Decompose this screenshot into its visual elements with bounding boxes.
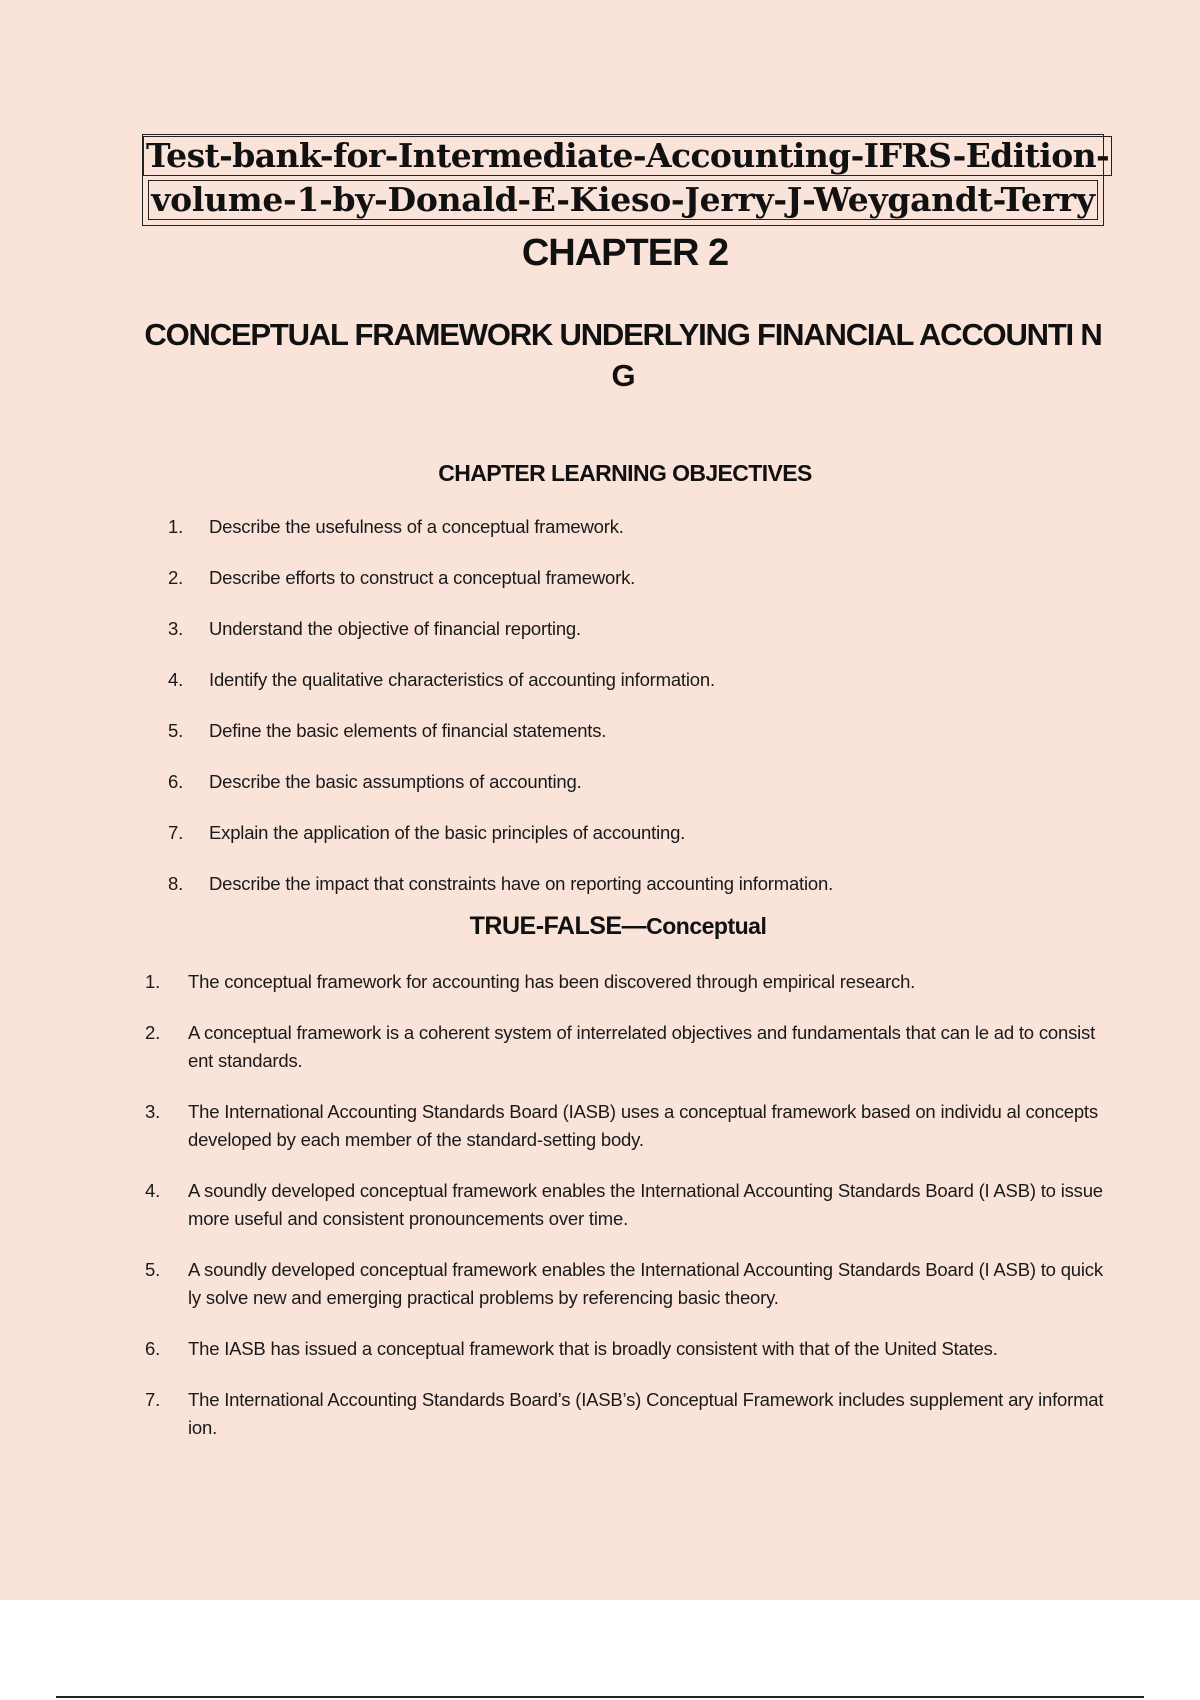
chapter-title: CONCEPTUAL FRAMEWORK UNDERLYING FINANCIAL ACCOUNTI NG (144, 317, 1102, 393)
objectives-list (160, 516, 833, 924)
true-false-heading-sub: Conceptual (646, 913, 767, 939)
question-number: 2. (145, 1022, 161, 1043)
objective-text: Describe the impact that constraints have on reporting accounting information. (209, 873, 834, 894)
question-number: 7. (145, 1389, 161, 1410)
objective-number: 7. (168, 822, 184, 843)
objective-number: 6. (168, 771, 184, 792)
question-text: The IASB has issued a conceptual framework that is broadly consistent with that of the United States. (188, 1338, 998, 1359)
footer-divider (56, 1696, 1144, 1698)
true-false-list (144, 968, 1104, 1465)
objective-item (160, 567, 833, 618)
question-number: 1. (145, 971, 161, 992)
true-false-item (144, 1335, 1104, 1363)
objective-text: Identify the qualitative characteristics of accounting information. (209, 669, 715, 690)
question-number: 6. (145, 1338, 161, 1359)
objective-text: Describe efforts to construct a conceptual framework. (209, 567, 636, 588)
question-text: A soundly developed conceptual framework enables the International Accounting Standards Board (I ASB) to issue more useful and consistent pronouncements over time. (188, 1180, 1103, 1229)
objective-text: Describe the basic assumptions of accounting. (209, 771, 582, 792)
true-false-item (144, 1256, 1104, 1312)
objective-text: Describe the usefulness of a conceptual framework. (209, 516, 624, 537)
objective-item (160, 516, 833, 567)
true-false-item (144, 1386, 1104, 1442)
objective-number: 3. (168, 618, 184, 639)
question-text: A soundly developed conceptual framework enables the International Accounting Standards Board (I ASB) to quickly solve new and emerging practical problems by referencing basic theory. (188, 1259, 1103, 1308)
objective-text: Understand the objective of financial reporting. (209, 618, 581, 639)
question-number: 4. (145, 1180, 161, 1201)
objective-text: Explain the application of the basic principles of accounting. (209, 822, 686, 843)
objective-number: 2. (168, 567, 184, 588)
objective-item (160, 618, 833, 669)
true-false-item (144, 968, 1104, 996)
document-title-line-1: Test-bank-for-Intermediate-Accounting-IFRS-Edition- (143, 136, 1112, 176)
objective-item (160, 669, 833, 720)
question-text: The International Accounting Standards Board’s (IASB’s) Conceptual Framework includes supplement ary information. (188, 1389, 1104, 1438)
true-false-heading (0, 912, 1200, 941)
question-text: A conceptual framework is a coherent system of interrelated objectives and fundamentals that can le ad to consistent standards. (188, 1022, 1096, 1071)
objective-number: 5. (168, 720, 184, 741)
objective-number: 1. (168, 516, 184, 537)
objective-number: 4. (168, 669, 184, 690)
true-false-item (144, 1098, 1104, 1154)
objectives-heading: CHAPTER LEARNING OBJECTIVES (438, 460, 812, 486)
objective-text: Define the basic elements of financial statements. (209, 720, 607, 741)
true-false-heading-main: TRUE-FALSE (469, 912, 622, 940)
question-text: The International Accounting Standards Board (IASB) uses a conceptual framework based on individu al concepts developed by each member of the standard-setting body. (188, 1101, 1098, 1150)
question-text: The conceptual framework for accounting has been discovered through empirical research. (188, 971, 916, 992)
objective-item (160, 771, 833, 822)
true-false-item (144, 1019, 1104, 1075)
question-number: 5. (145, 1259, 161, 1280)
true-false-heading-dash: — (621, 912, 647, 940)
true-false-item (144, 1177, 1104, 1233)
chapter-number: CHAPTER 2 (521, 232, 729, 274)
objective-item (160, 720, 833, 771)
question-number: 3. (145, 1101, 161, 1122)
objective-number: 8. (168, 873, 184, 894)
document-title-line-2: volume-1-by-Donald-E-Kieso-Jerry-J-Weygandt-Terry (148, 180, 1098, 220)
objective-item (160, 822, 833, 873)
document-title-box (142, 134, 1110, 226)
